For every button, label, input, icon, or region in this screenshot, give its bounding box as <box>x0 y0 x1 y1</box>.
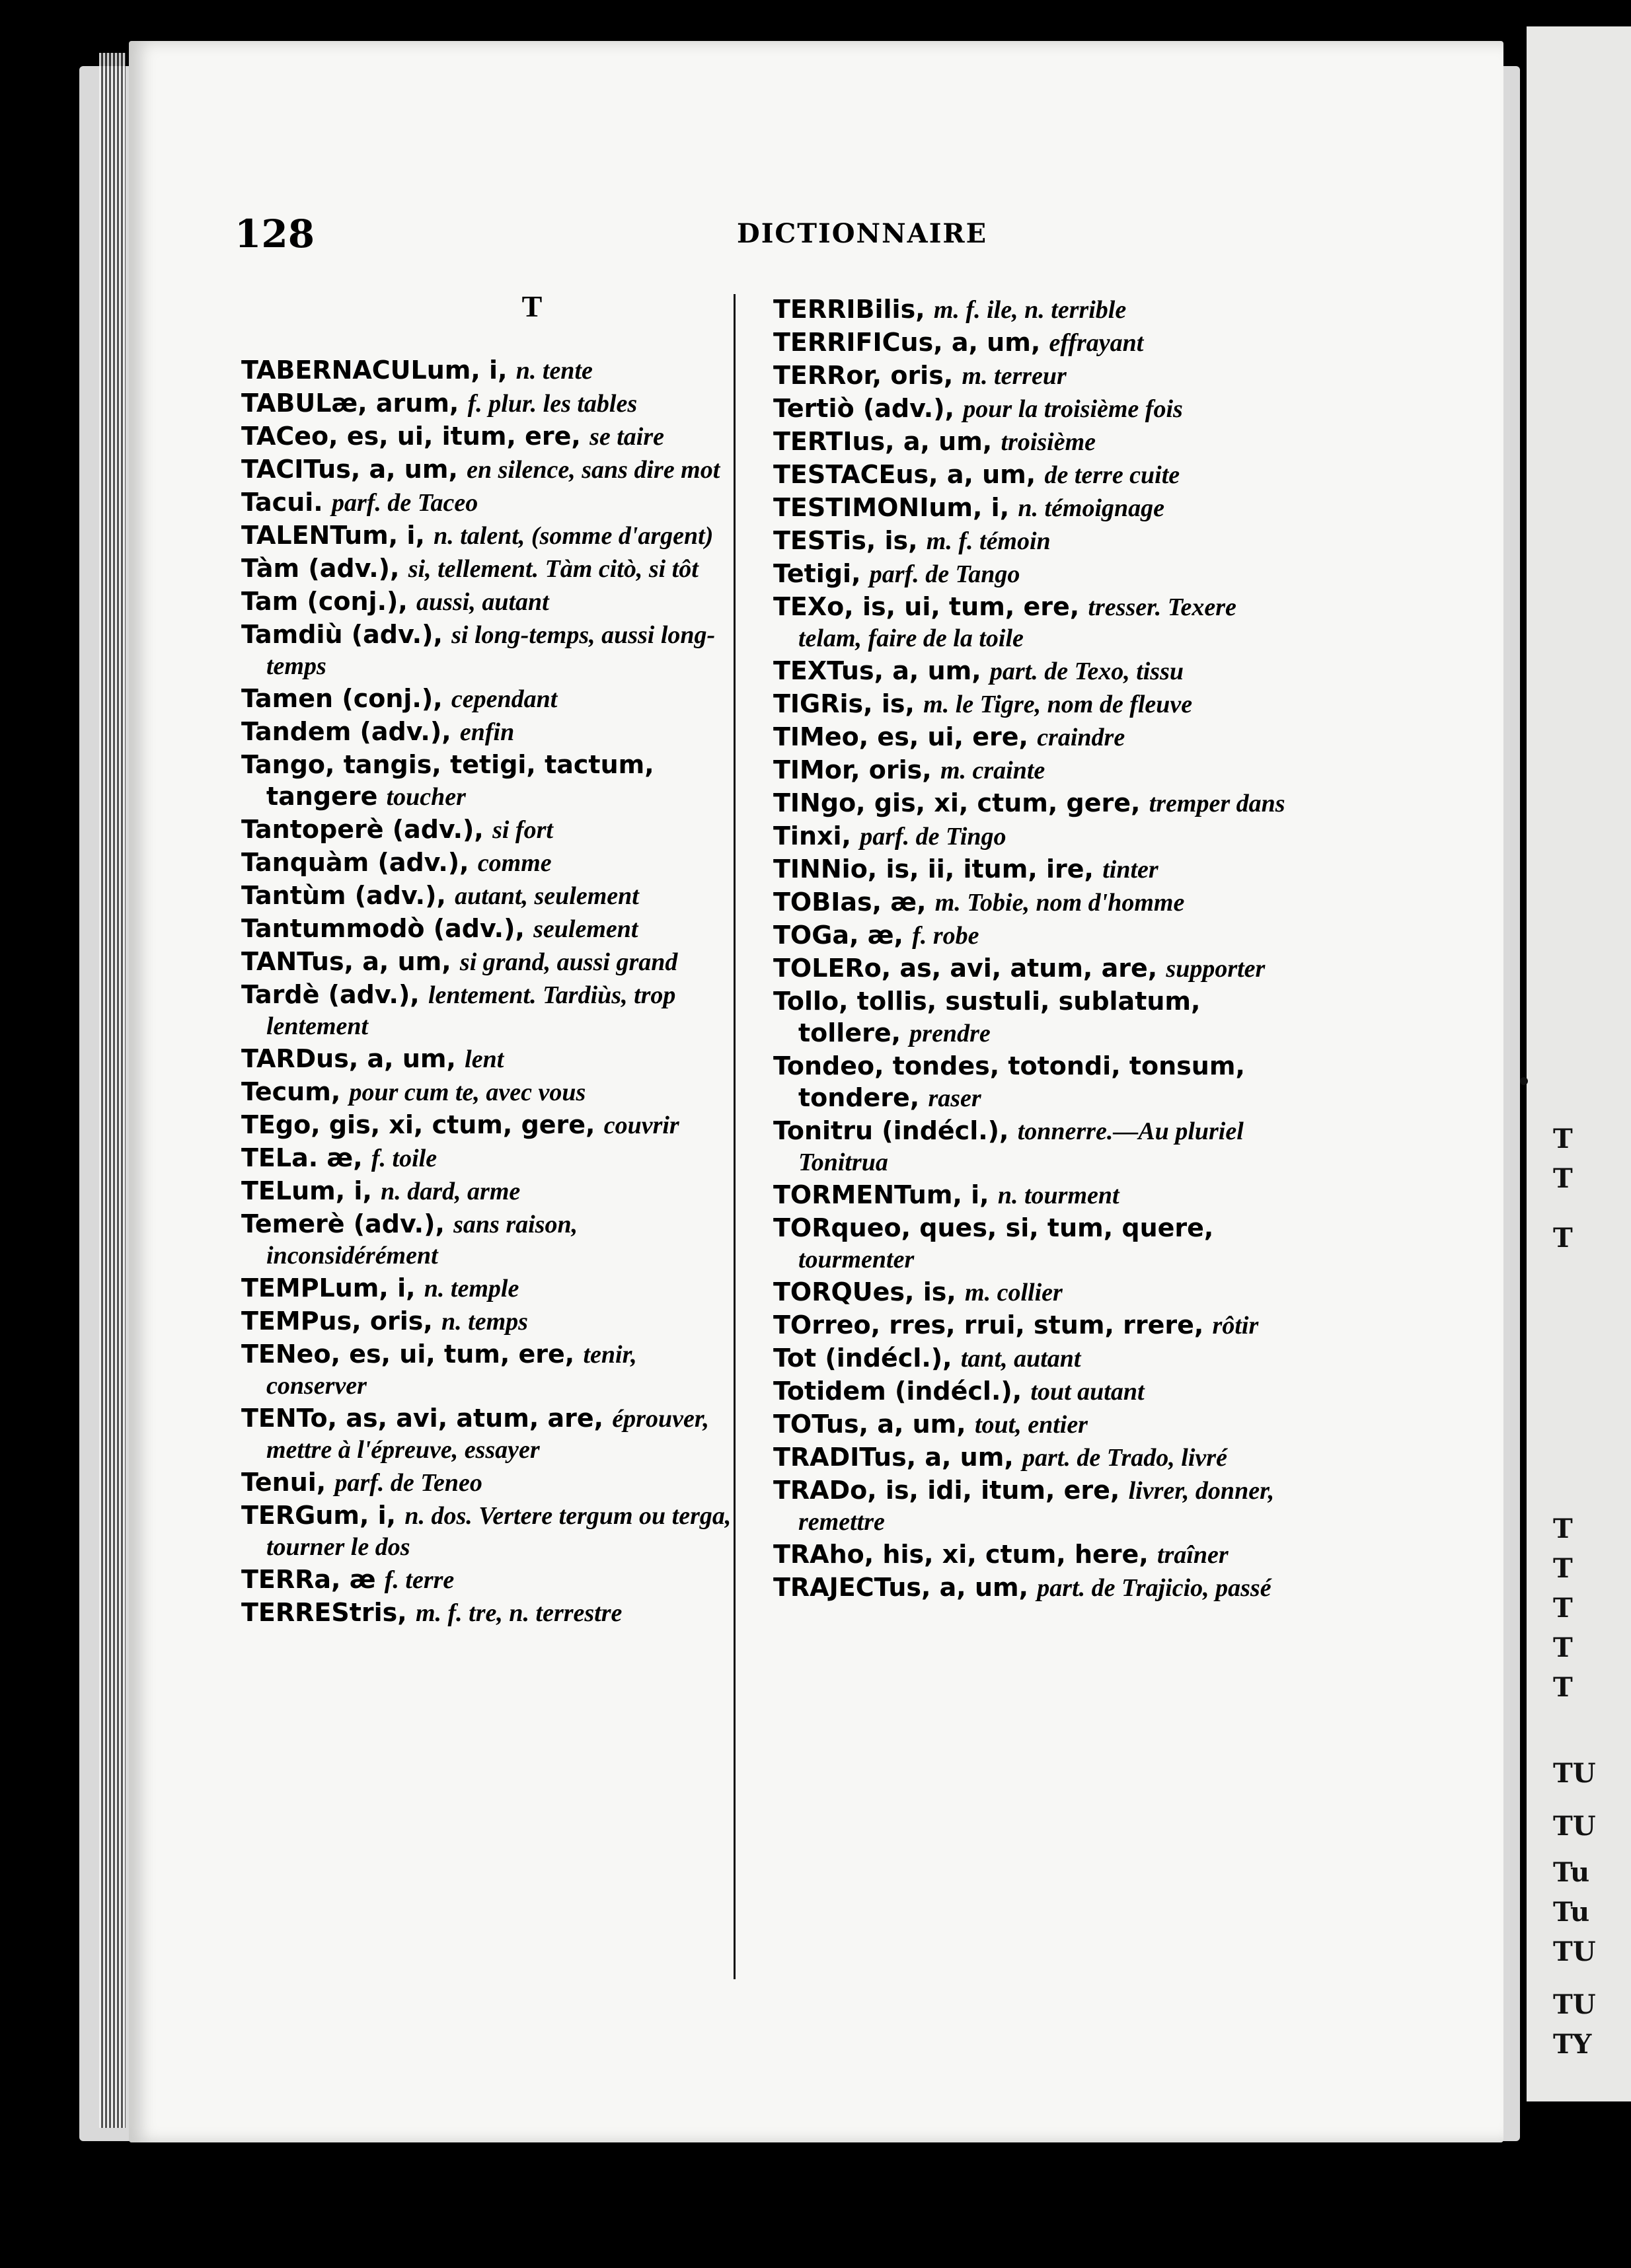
dictionary-entry <box>241 979 743 1042</box>
facing-page-fragment: T <box>1553 1553 1573 1584</box>
entry-headword: TEXTus <box>773 656 874 685</box>
dictionary-entry <box>241 913 743 945</box>
facing-page-fragment: T <box>1553 1593 1573 1624</box>
entry-grammar: (adv.), <box>424 914 534 943</box>
entry-headword: TORqueo <box>773 1213 901 1242</box>
dictionary-entry <box>773 1343 1289 1375</box>
entry-definition: lentement. Tardiùs, trop lentement <box>266 981 676 1040</box>
entry-grammar: , i, <box>379 1273 424 1303</box>
entry-definition: aussi, autant <box>416 588 549 616</box>
entry-headword: Tardè <box>241 980 320 1009</box>
facing-page-fragment: T <box>1553 1223 1573 1254</box>
entry-headword: TIMor <box>773 755 851 784</box>
entry-definition: tout, entier <box>974 1411 1088 1439</box>
entry-grammar: , a, um, <box>885 427 1001 456</box>
entry-headword: TELa <box>241 1143 309 1172</box>
entry-headword: TESTis <box>773 526 866 555</box>
entry-grammar: , <box>316 1468 335 1497</box>
entry-headword: TORQUes <box>773 1277 905 1306</box>
dictionary-entry <box>773 1277 1289 1308</box>
entry-headword: Tantoperè <box>241 815 384 844</box>
entry-definition: n. témoignage <box>1018 494 1165 522</box>
entry-headword: Tantummodò <box>241 914 425 943</box>
entry-headword: Tondeo <box>773 1051 875 1080</box>
dictionary-entry <box>241 749 743 813</box>
entry-definition: lent <box>465 1045 504 1073</box>
dictionary-entry <box>773 360 1289 392</box>
dictionary-entry <box>773 1310 1289 1342</box>
dictionary-entry <box>241 1597 743 1629</box>
facing-page-fragment: T <box>1553 1513 1573 1544</box>
entry-grammar: , his, xi, ctum, here, <box>864 1540 1157 1569</box>
dictionary-entry <box>773 1376 1289 1408</box>
entry-headword: TINgo <box>773 788 856 817</box>
dictionary-entry <box>241 1176 743 1207</box>
entry-definition: en silence, sans dire mot <box>467 456 720 484</box>
dictionary-entry <box>773 1475 1289 1538</box>
dictionary-entry <box>241 586 743 618</box>
dictionary-entry <box>241 1110 743 1141</box>
entry-headword: TRADITus <box>773 1443 907 1472</box>
entry-headword: TOTus <box>773 1410 859 1439</box>
entry-headword: Tonitru <box>773 1116 874 1145</box>
entry-grammar: , <box>841 821 860 850</box>
entry-grammar: , i, <box>952 1180 998 1209</box>
entry-grammar: (adv.), <box>383 815 493 844</box>
entry-headword: TERRIFICus <box>773 328 934 357</box>
entry-headword: TERGum <box>241 1501 360 1530</box>
entry-grammar: , gis, xi, ctum, gere, <box>856 788 1149 817</box>
entry-definition: part. de Texo, tissu <box>989 658 1184 685</box>
entry-headword: TESTACEus <box>773 460 929 489</box>
section-letter: T <box>521 289 543 323</box>
dictionary-entry <box>773 689 1289 720</box>
entry-grammar: , <box>851 559 870 588</box>
entry-grammar: (adv.), <box>351 717 460 746</box>
dictionary-entry <box>773 426 1289 458</box>
entry-headword: Tantùm <box>241 881 346 910</box>
entry-definition: n. dos. Vertere tergum ou terga, tourner le dos <box>266 1502 732 1561</box>
entry-definition: tremper dans <box>1149 790 1285 817</box>
dictionary-entry <box>241 1077 743 1108</box>
entry-definition: enfin <box>459 718 515 746</box>
entry-grammar: (adv.), <box>369 848 478 877</box>
dictionary-entry <box>773 887 1289 919</box>
entry-grammar: , <box>330 1077 350 1106</box>
entry-definition: n. dard, arme <box>381 1178 521 1205</box>
dictionary-entry <box>773 788 1289 819</box>
dictionary-entry <box>241 421 743 453</box>
entry-headword: TORMENTum <box>773 1180 953 1209</box>
entry-headword: TEgo <box>241 1110 311 1139</box>
entry-definition: m. Tobie, nom d'homme <box>934 889 1185 917</box>
entry-grammar: , rres, rrui, stum, rrere, <box>870 1310 1213 1340</box>
entry-definition: tourmenter <box>798 1246 915 1273</box>
dictionary-entry <box>241 1564 743 1596</box>
entry-definition: cependant <box>451 685 558 713</box>
dictionary-entry <box>773 920 1289 952</box>
dictionary-entry <box>241 1467 743 1499</box>
dictionary-entry <box>241 619 743 682</box>
entry-grammar: , is, idi, itum, ere, <box>867 1476 1129 1505</box>
entry-headword: TEMPus <box>241 1306 352 1336</box>
entry-definition: tout autant <box>1030 1378 1145 1406</box>
entry-definition: raser <box>928 1084 981 1112</box>
dictionary-entry <box>773 591 1289 654</box>
dictionary-entry <box>241 814 743 846</box>
right-column <box>773 294 1289 1604</box>
entry-grammar: , es, ui, tum, ere, <box>330 1340 584 1369</box>
entry-headword: Tamen <box>241 684 334 713</box>
entry-definition: supporter <box>1166 955 1266 983</box>
dictionary-entry <box>773 393 1289 425</box>
dictionary-entry <box>773 854 1289 886</box>
entry-headword: Totidem <box>773 1377 886 1406</box>
facing-page-fragment: TU <box>1553 1936 1596 1967</box>
dictionary-entry <box>241 553 743 585</box>
entry-definition: part. de Trajicio, passé <box>1037 1574 1271 1602</box>
dictionary-entry <box>773 755 1289 786</box>
entry-grammar: , oris, <box>872 361 962 390</box>
entry-definition: m. le Tigre, nom de fleuve <box>923 691 1193 718</box>
dictionary-entry <box>773 986 1289 1049</box>
entry-grammar: , is, <box>866 526 927 555</box>
column-rule <box>734 294 736 1979</box>
entry-grammar: . æ, <box>308 1143 371 1172</box>
running-head: DICTIONNAIRE <box>737 218 988 249</box>
entry-grammar: , a, um, <box>929 460 1045 489</box>
entry-grammar: (indécl.), <box>873 1116 1018 1145</box>
dictionary-entry <box>773 1180 1289 1211</box>
entry-grammar: . <box>313 488 332 517</box>
entry-definition: parf. de Taceo <box>331 489 478 517</box>
entry-grammar: (adv.), <box>346 881 455 910</box>
entry-headword: TARDus <box>241 1044 349 1073</box>
entry-headword: TANTus <box>241 947 344 976</box>
entry-grammar: , a, um, <box>933 328 1049 357</box>
entry-definition: traîner <box>1157 1541 1229 1569</box>
dictionary-entry <box>241 355 743 387</box>
entry-definition: m. terreur <box>962 362 1067 390</box>
entry-grammar: , a, um, <box>921 1573 1038 1602</box>
entry-headword: TABERNACULum <box>241 356 471 385</box>
entry-definition: troisième <box>1001 428 1096 456</box>
entry-definition: toucher <box>386 783 466 811</box>
dictionary-entry <box>773 1409 1289 1441</box>
dictionary-entry <box>773 1539 1289 1571</box>
entry-definition: f. plur. les tables <box>467 390 638 418</box>
entry-definition: si, tellement. Tàm citò, si tôt <box>408 555 699 583</box>
dictionary-entry <box>773 558 1289 590</box>
dictionary-entry <box>773 656 1289 687</box>
facing-page <box>1527 26 1631 2101</box>
dictionary-entry <box>773 492 1289 524</box>
entry-definition: si long-temps, aussi long-temps <box>266 621 716 680</box>
entry-headword: Tertiò <box>773 394 854 423</box>
dictionary-entry <box>241 880 743 912</box>
dictionary-entry <box>773 1442 1289 1474</box>
facing-page-fragment: Tu <box>1553 1857 1590 1888</box>
dictionary-entry <box>241 683 743 715</box>
entry-definition: n. temple <box>424 1275 519 1303</box>
margin-dot <box>1520 1077 1528 1085</box>
entry-headword: TESTIMONIum <box>773 493 973 522</box>
dictionary-entry <box>241 1403 743 1466</box>
entry-definition: tonnerre.—Au pluriel Tonitrua <box>798 1117 1244 1176</box>
entry-headword: TALENTum <box>241 521 389 550</box>
dictionary-entry <box>773 525 1289 557</box>
dictionary-entry <box>241 946 743 978</box>
entry-headword: TERTIus <box>773 427 886 456</box>
entry-grammar: (adv.), <box>854 394 964 423</box>
entry-headword: TELum <box>241 1176 336 1205</box>
dictionary-entry <box>241 847 743 879</box>
entry-grammar: (indécl.), <box>816 1343 961 1373</box>
dictionary-entry <box>773 1051 1289 1114</box>
entry-headword: Tanquàm <box>241 848 369 877</box>
entry-definition: autant, seulement <box>455 882 639 910</box>
entry-grammar: , is, <box>863 689 924 718</box>
entry-headword: TRAJECTus <box>773 1573 921 1602</box>
entry-headword: TIGRis <box>773 689 864 718</box>
entry-definition: n. talent, (somme d'argent) <box>434 522 714 550</box>
entry-grammar: (adv.), <box>319 980 428 1009</box>
entry-definition: f. toile <box>371 1145 437 1172</box>
entry-definition: de terre cuite <box>1044 461 1180 489</box>
entry-headword: TRADo <box>773 1476 868 1505</box>
entry-definition: n. tente <box>515 357 593 385</box>
entry-definition: si fort <box>492 816 553 844</box>
dictionary-entry <box>773 821 1289 852</box>
dictionary-entry <box>241 716 743 748</box>
entry-headword: Tam <box>241 587 299 616</box>
entry-grammar: (adv.), <box>299 554 408 583</box>
entry-grammar: , ques, si, tum, quere, <box>901 1213 1214 1242</box>
entry-definition: parf. de Tingo <box>860 823 1006 850</box>
dictionary-entry <box>773 1115 1289 1178</box>
entry-grammar: , tangis, tetigi, tactum, tangere <box>266 750 654 811</box>
entry-headword: Tinxi <box>773 821 842 850</box>
entry-definition: tinter <box>1102 856 1158 884</box>
dictionary-entry <box>773 722 1289 753</box>
dictionary-entry <box>241 388 743 420</box>
entry-definition: éprouver, mettre à l'épreuve, essayer <box>266 1405 710 1464</box>
facing-page-fragment: T <box>1553 1672 1573 1703</box>
entry-grammar: (adv.), <box>342 620 452 649</box>
entry-grammar: , oris, <box>851 755 940 784</box>
entry-definition: m. crainte <box>940 757 1045 784</box>
entry-definition: pour cum te, avec vous <box>349 1078 586 1106</box>
entry-definition: f. robe <box>912 922 979 950</box>
facing-page-fragment: Tu <box>1553 1897 1590 1928</box>
page-header <box>235 211 1411 258</box>
dictionary-entry <box>241 1500 743 1563</box>
entry-grammar: , is, ii, itum, ire, <box>867 854 1103 884</box>
dictionary-entry <box>241 520 743 552</box>
entry-headword: TOLERo <box>773 954 882 983</box>
entry-definition: n. tourment <box>997 1182 1119 1209</box>
page-edges <box>99 53 126 2128</box>
entry-definition: tant, autant <box>960 1345 1081 1373</box>
entry-definition: tresser. Texere telam, faire de la toile <box>798 593 1236 652</box>
entry-definition: seulement <box>533 915 638 943</box>
facing-page-fragment: T <box>1553 1632 1573 1663</box>
entry-headword: Tetigi <box>773 559 852 588</box>
entry-headword: Tecum <box>241 1077 331 1106</box>
entry-grammar: (indécl.), <box>886 1377 1031 1406</box>
entry-headword: TACITus <box>241 455 351 484</box>
facing-page-fragment: TY <box>1553 2029 1592 2060</box>
entry-grammar: , gis, xi, ctum, gere, <box>311 1110 604 1139</box>
entry-definition: couvrir <box>603 1112 679 1139</box>
entry-grammar: , es, ui, ere, <box>858 722 1038 751</box>
entry-headword: TABULæ <box>241 389 358 418</box>
entry-grammar: , as, avi, atum, are, <box>327 1404 613 1433</box>
entry-definition: f. terre <box>384 1566 455 1594</box>
entry-grammar: , tondes, totondi, tonsum, tondere, <box>798 1051 1245 1112</box>
page-number: 128 <box>235 211 315 256</box>
entry-grammar: , a, um, <box>348 1044 465 1073</box>
entry-definition: comme <box>477 849 552 877</box>
entry-headword: TENeo <box>241 1340 331 1369</box>
facing-page-fragment: TU <box>1553 1811 1596 1842</box>
entry-grammar: ris, <box>361 1598 416 1627</box>
entry-headword: Temerè <box>241 1209 345 1238</box>
entry-definition: effrayant <box>1049 329 1144 357</box>
entry-definition: m. f. témoin <box>926 527 1051 555</box>
entry-headword: TERRIBilis <box>773 295 916 324</box>
entry-grammar: , æ, <box>849 921 913 950</box>
entry-headword: TOGa <box>773 921 850 950</box>
dictionary-entry <box>773 953 1289 985</box>
entry-headword: Tango <box>241 750 326 779</box>
left-column <box>241 291 743 1629</box>
entry-grammar: , oris, <box>352 1306 442 1336</box>
entry-headword: Tenui <box>241 1468 317 1497</box>
entry-grammar: , a, um, <box>350 455 467 484</box>
entry-grammar: , is, <box>905 1277 966 1306</box>
entry-grammar: , i, <box>359 1501 405 1530</box>
entry-headword: TERRESt <box>241 1598 361 1627</box>
entry-definition: se taire <box>589 423 665 451</box>
entry-definition: craindre <box>1037 724 1125 751</box>
dictionary-entry <box>241 1339 743 1402</box>
entry-headword: TEMPLum <box>241 1273 379 1303</box>
entry-headword: Tollo <box>773 987 839 1016</box>
entry-definition: parf. de Teneo <box>334 1469 482 1497</box>
entry-headword: TERRor <box>773 361 872 390</box>
facing-page-fragment: T <box>1553 1123 1573 1154</box>
entry-definition: n. temps <box>441 1308 528 1336</box>
dictionary-entry <box>773 327 1289 359</box>
entry-definition: pour la troisième fois <box>963 395 1183 423</box>
dictionary-entry <box>773 294 1289 326</box>
entry-grammar: , a, um, <box>858 1410 975 1439</box>
entry-grammar: (conj.), <box>333 684 451 713</box>
entry-grammar: (adv.), <box>344 1209 454 1238</box>
dictionary-entry <box>773 1572 1289 1604</box>
facing-page-fragment: T <box>1553 1163 1573 1194</box>
facing-page-fragment: TU <box>1553 1989 1596 2020</box>
entry-grammar: , i, <box>471 356 516 385</box>
entry-headword: Tandem <box>241 717 352 746</box>
facing-page-fragment: TU <box>1553 1758 1596 1789</box>
entry-definition: prendre <box>909 1020 991 1047</box>
entry-grammar: (conj.), <box>298 587 417 616</box>
entry-grammar: , is, ui, tum, ere, <box>844 592 1088 621</box>
entry-grammar: , i, <box>335 1176 381 1205</box>
entry-grammar: , æ <box>331 1565 385 1594</box>
entry-grammar: , a, um, <box>906 1443 1022 1472</box>
entry-headword: TOrreo <box>773 1310 871 1340</box>
entry-headword: TOBIas <box>773 888 872 917</box>
entry-headword: Tacui <box>241 488 314 517</box>
entry-headword: TIMeo <box>773 722 859 751</box>
entry-grammar: , æ, <box>872 888 935 917</box>
dictionary-entry <box>241 1306 743 1338</box>
entry-headword: TENTo <box>241 1404 328 1433</box>
entry-grammar: , as, avi, atum, are, <box>881 954 1166 983</box>
entry-headword: Tot <box>773 1343 817 1373</box>
dictionary-entry <box>773 459 1289 491</box>
entry-grammar: , es, ui, itum, ere, <box>328 422 590 451</box>
dictionary-entry <box>241 1273 743 1304</box>
entry-headword: Tàm <box>241 554 300 583</box>
entry-headword: TRAho <box>773 1540 864 1569</box>
entry-definition: si grand, aussi grand <box>459 948 678 976</box>
entry-grammar: , tollis, sustuli, sublatum, tollere, <box>798 987 1201 1047</box>
entry-definition: rôtir <box>1212 1312 1259 1340</box>
entry-definition: parf. de Tango <box>869 560 1020 588</box>
entry-grammar: , arum, <box>358 389 468 418</box>
entry-grammar: , a, um, <box>344 947 460 976</box>
entry-definition: m. f. tre, n. terrestre <box>415 1599 623 1627</box>
dictionary-entry <box>241 1043 743 1075</box>
entry-definition: m. f. ile, n. terrible <box>933 296 1127 324</box>
entry-definition: tenir, conserver <box>266 1341 637 1400</box>
entry-definition: livrer, donner, remettre <box>798 1477 1275 1536</box>
entry-headword: TEXo <box>773 592 845 621</box>
entry-grammar: , i, <box>388 521 434 550</box>
entry-headword: TERRa <box>241 1565 332 1594</box>
entry-headword: TINNio <box>773 854 868 884</box>
dictionary-entry <box>241 1143 743 1174</box>
entry-headword: TACeo <box>241 422 329 451</box>
dictionary-entry <box>241 454 743 486</box>
dictionary-entry <box>241 487 743 519</box>
entry-definition: part. de Trado, livré <box>1022 1444 1227 1472</box>
dictionary-entry <box>773 1213 1289 1275</box>
entry-definition: sans raison, inconsidérément <box>266 1211 578 1269</box>
entry-headword: Tamdiù <box>241 620 343 649</box>
entry-definition: m. collier <box>965 1279 1063 1306</box>
entry-grammar: , <box>915 295 934 324</box>
entry-grammar: , i, <box>973 493 1018 522</box>
entry-grammar: , a, um, <box>874 656 990 685</box>
dictionary-entry <box>241 1209 743 1271</box>
